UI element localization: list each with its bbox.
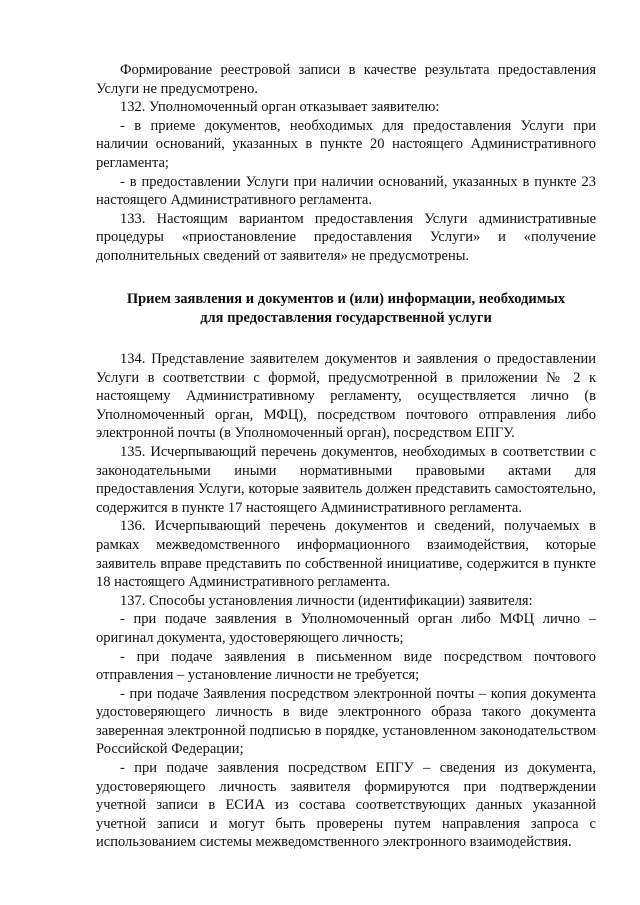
- paragraph-132: 132. Уполномоченный орган отказывает заявителю:: [120, 99, 440, 116]
- paragraph-by-mail: - при подаче заявления в письменном виде посредством почтового отправления – установление личности не требуется;: [96, 648, 596, 684]
- paragraph-in-person: - при подаче заявления в Уполномоченный орган либо МФЦ лично – оригинал документа, удостоверяющего личность;: [96, 611, 596, 646]
- paragraph-registry-record: Формирование реестровой записи в качестве результата предоставления Услуги не предусмотрено.: [96, 62, 596, 97]
- paragraph-refusal-intake: - в приеме документов, необходимых для предоставления Услуги при наличии оснований, указанных в пункте 20 настоящего Административного регламента;: [96, 117, 596, 171]
- text-block-top: [96, 61, 596, 266]
- paragraph-refusal-service: - в предоставлении Услуги при наличии оснований, указанных в пункте 23 настоящего Административного регламента.: [96, 173, 596, 209]
- paragraph-by-email: - при подаче Заявления посредством электронной почты – копия документа удостоверяющего личность в виде электронного образа такого документа заверенная электронной подписью в порядке, установленном законодательством Российской Федерации;: [96, 685, 596, 758]
- paragraph-134: 134. Представление заявителем документов и заявления о предоставлении Услуги в соответствии с формой, предусмотренной в приложении № 2 к настоящему Административному регламенту, осуществляется лично (в Уполномоченный орган, МФЦ), посредством почтового отправления либо электронной почты (в Уполномоченный орган), посредством ЕПГУ.: [96, 351, 596, 442]
- paragraph-137: 137. Способы установления личности (идентификации) заявителя:: [120, 592, 533, 609]
- paragraph-135: 135. Исчерпывающий перечень документов, необходимых в соответствии с законодательными иными нормативными правовыми актами для предоставления Услуги, которые заявитель должен представить самостоятельно, содержится в пункте 17 настоящего Административного регламента.: [96, 443, 596, 516]
- text-block-main: [96, 350, 596, 852]
- section-heading-line1: Прием заявления и документов и (или) информации, необходимых: [126, 291, 566, 307]
- section-heading: [96, 290, 596, 328]
- paragraph-136: 136. Исчерпывающий перечень документов и сведений, получаемых в рамках межведомственного информационного взаимодействия, которые заявитель вправе представить по собственной инициативе, содержится в пункте 18 настоящего Административного регламента.: [96, 518, 596, 591]
- paragraph-133: 133. Настоящим вариантом предоставления Услуги административные процедуры «приостановление предоставления Услуги» и «получение дополнительных сведений от заявителя» не предусмотрены.: [96, 210, 596, 264]
- paragraph-via-epgu: - при подаче заявления посредством ЕПГУ – сведения из документа, удостоверяющего личность заявителя формируются при подтверждении учетной записи в ЕСИА из состава соответствующих данных указанной учетной записи и могут быть проверены путем направления запроса с использованием системы межведомственного электронного взаимодействия.: [96, 760, 596, 851]
- section-heading-line2: для предоставления государственной услуги: [200, 310, 492, 326]
